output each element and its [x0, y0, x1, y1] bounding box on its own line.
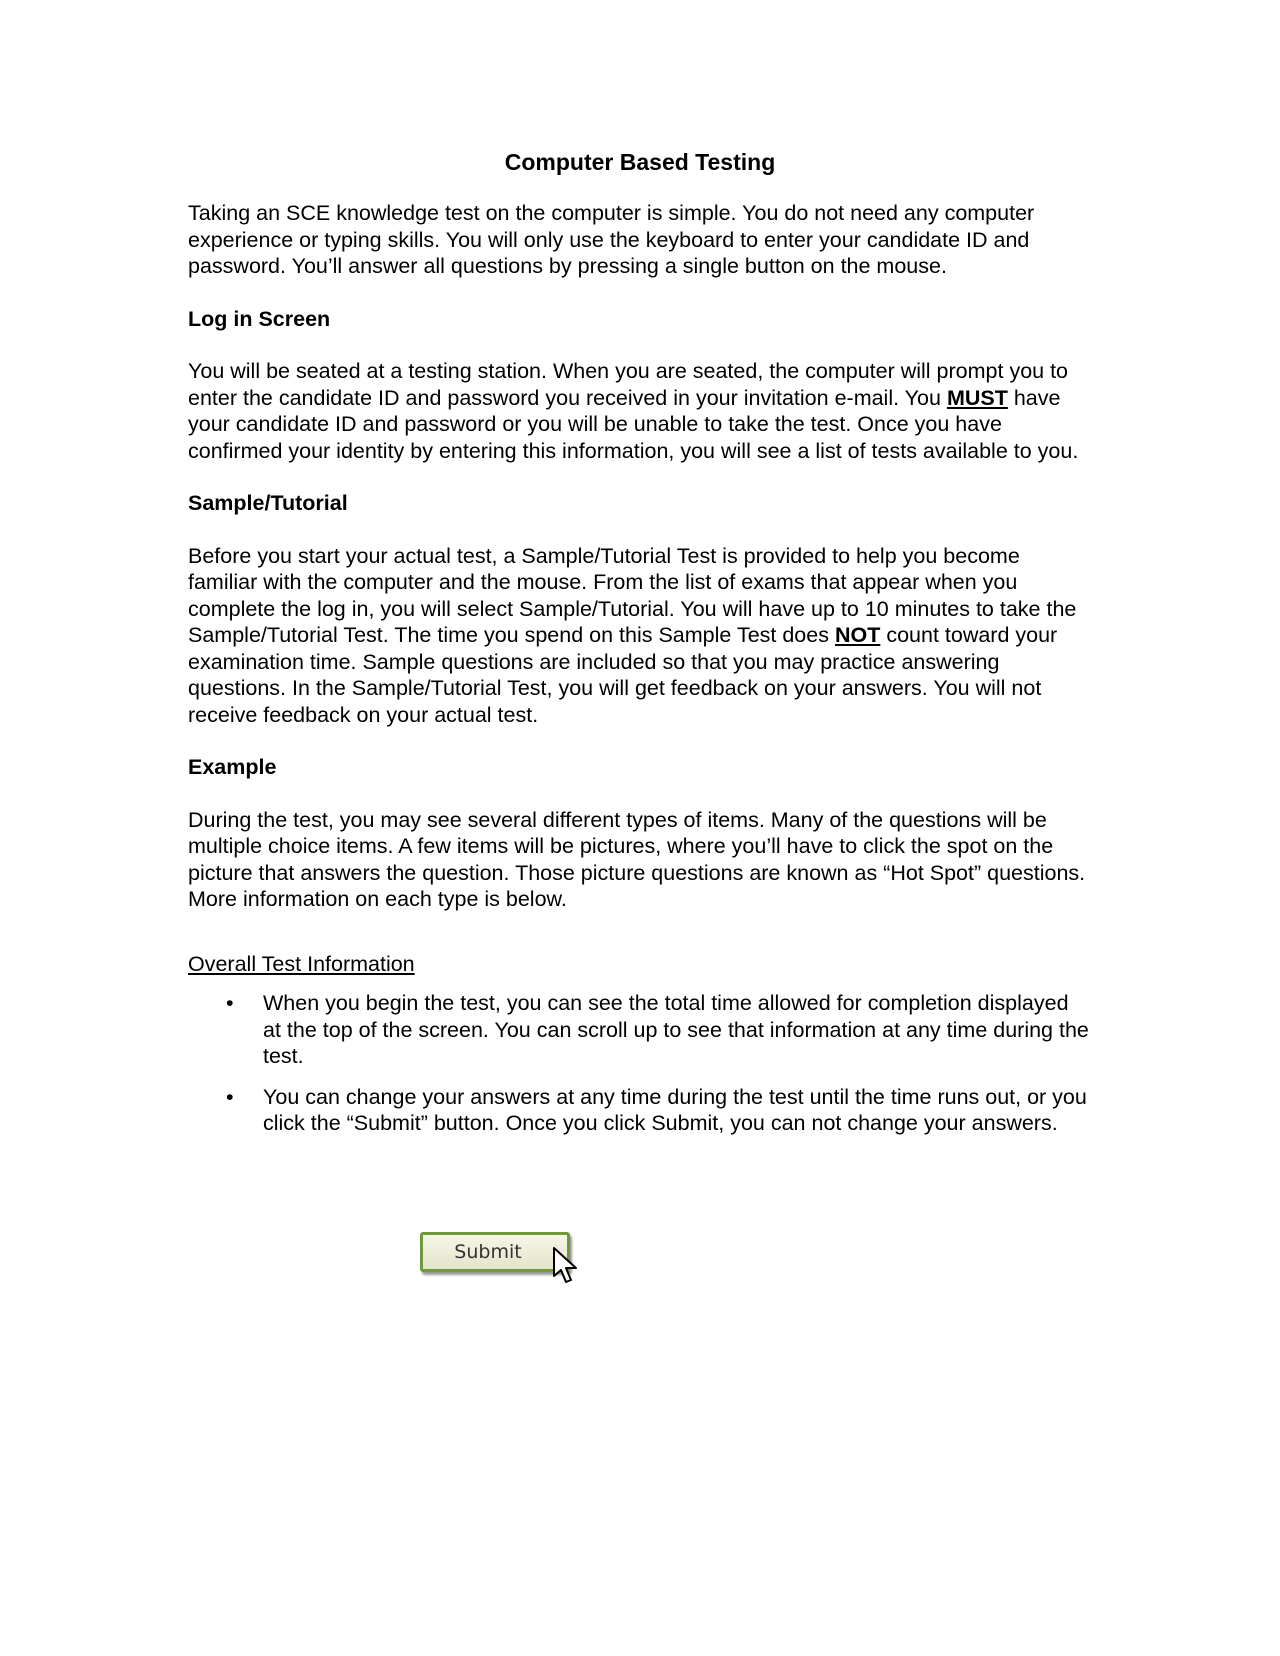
login-emphasis: MUST	[946, 385, 1008, 410]
bullet-item	[188, 1084, 1092, 1137]
submit-button-illustration	[420, 1232, 590, 1290]
bullet-symbol: •	[226, 991, 234, 1015]
tutorial-emphasis: NOT	[834, 623, 881, 647]
overall-bullet-list	[188, 990, 1092, 1137]
tutorial-text-after: count toward your examination time. Sample questions are included so that you may practice answering questions. In the Sample/Tutorial Test, you will get feedback on your answers. You will not receive feedback on your actual test.	[188, 623, 1058, 727]
bullet-text: You can change your answers at any time during the test until the time runs out, or you click the “Submit” button. Once you click Submit, you can not change your answers.	[263, 1084, 1087, 1135]
tutorial-text-before: Before you start your actual test, a Sample/Tutorial Test is provided to help you become familiar with the computer and the mouse. From the list of exams that appear when you complete the log in, you will select Sample/Tutorial. You will have up to 10 minutes to take the Sample/Tutorial Test. The time you spend on this Sample Test does	[188, 543, 1077, 647]
login-heading: Log in Screen	[188, 306, 331, 331]
document-title: Computer Based Testing	[504, 149, 776, 175]
login-text-before: You will be seated at a testing station. When you are seated, the computer will prompt you to enter the candidate ID and password you received in your invitation e-mail. You	[188, 359, 1069, 410]
tutorial-paragraph	[188, 543, 1092, 729]
example-paragraph: During the test, you may see several different types of items. Many of the questions will be multiple choice items. A few items will be pictures, where you’ll have to click the spot on the picture that answers the question. Those picture questions are known as “Hot Spot” questions. More information on each type is below.	[188, 807, 1086, 911]
document-page	[188, 148, 1092, 1151]
login-paragraph	[188, 358, 1092, 464]
submit-button[interactable]	[420, 1232, 570, 1272]
mouse-pointer-icon	[552, 1246, 580, 1286]
example-heading: Example	[188, 755, 277, 779]
submit-button-label: Submit	[454, 1241, 522, 1263]
intro-paragraph: Taking an SCE knowledge test on the computer is simple. You do not need any computer experience or typing skills. You will only use the keyboard to enter your candidate ID and password. You’ll answer all questions by pressing a single button on the mouse.	[188, 201, 1035, 278]
bullet-item	[188, 990, 1092, 1070]
bullet-symbol: •	[226, 1084, 234, 1109]
login-text-after: have your candidate ID and password or you will be unable to take the test. Once you have confirmed your identity by entering this information, you will see a list of tests available to you.	[188, 385, 1079, 463]
overall-heading: Overall Test Information	[188, 951, 415, 976]
tutorial-heading: Sample/Tutorial	[188, 491, 348, 515]
bullet-text: When you begin the test, you can see the total time allowed for completion displayed at the top of the screen. You can scroll up to see that information at any time during the test.	[263, 991, 1089, 1068]
